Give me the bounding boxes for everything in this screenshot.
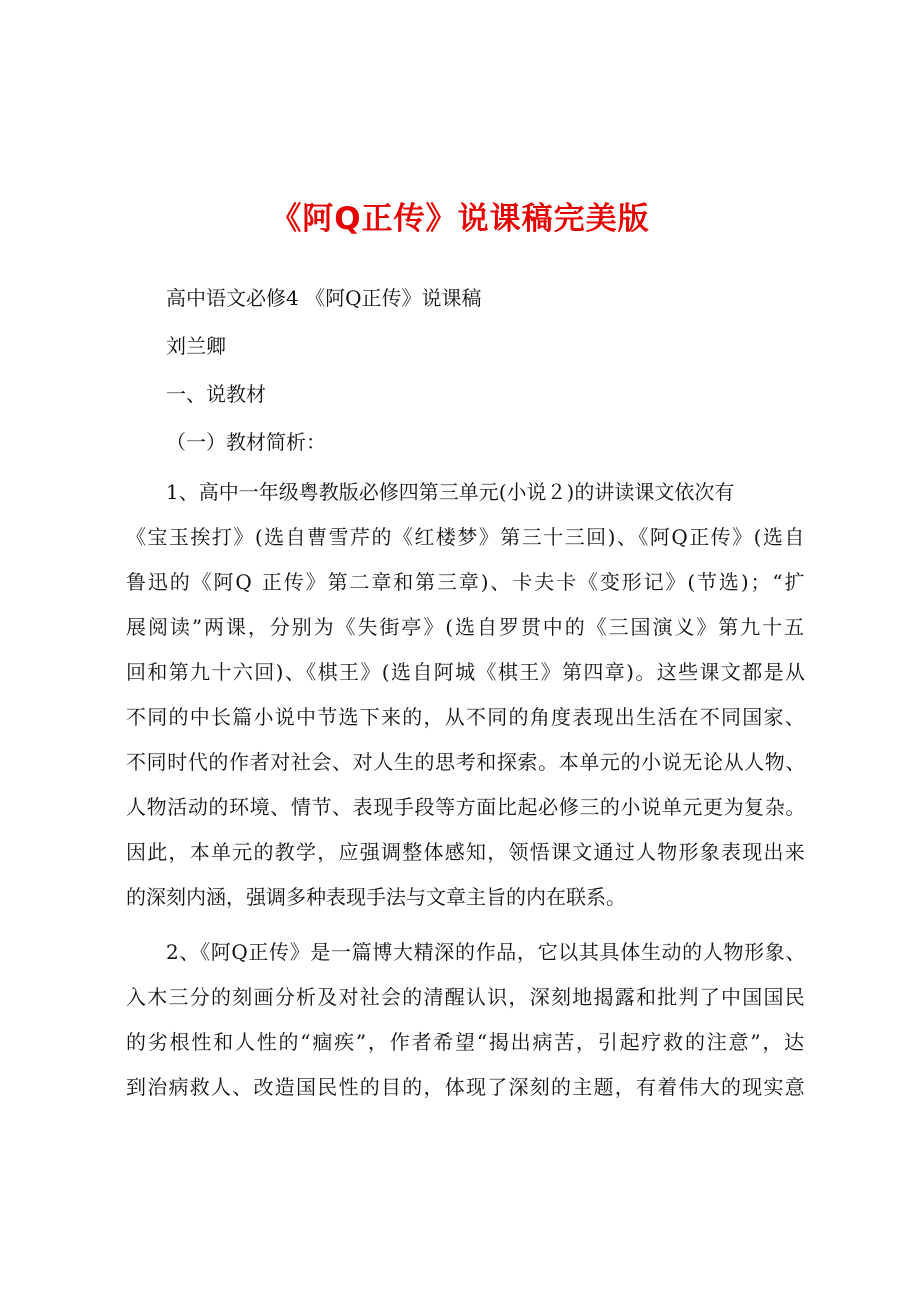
paragraph-1-line: 《宝玉挨打》(选自曹雪芹的《红楼梦》第三十三回)、《阿Q正传》(选自 (126, 525, 806, 549)
paragraph-1-line: 鲁迅的《阿Q 正传》第二章和第三章)、卡夫卡《变形记》(节选)；“扩 (126, 570, 807, 594)
paragraph-1-line: 回和第九十六回)、《棋王》(选自阿城《棋王》第四章)。这些课文都是从 (126, 660, 807, 684)
document-title: 《阿Q正传》说课稿完美版 (270, 201, 650, 237)
author-name: 刘兰卿 (166, 334, 226, 358)
paragraph-1-line: 不同时代的作者对社会、对人生的思考和探索。本单元的小说无论从人物、 (126, 750, 806, 774)
course-subtitle: 高中语文必修4 《阿Q正传》说课稿 (166, 286, 482, 310)
paragraph-1-line: 的深刻内涵，强调多种表现手法与文章主旨的内在联系。 (126, 885, 626, 909)
paragraph-2-line: 2、《阿Q正传》是一篇博大精深的作品，它以其具体生动的人物形象、 (166, 940, 807, 964)
paragraph-1-line: 展阅读”两课，分别为《失街亭》(选自罗贯中的《三国演义》第九十五 (126, 615, 807, 639)
paragraph-2-line: 到治病救人、改造国民性的目的，体现了深刻的主题，有着伟大的现实意 (126, 1075, 806, 1099)
paragraph-1-line: 不同的中长篇小说中节选下来的，从不同的角度表现出生活在不同国家、 (126, 705, 806, 729)
paragraph-2-line: 的劣根性和人性的“痼疾”，作者希望“揭出病苦，引起疗救的注意”，达 (126, 1030, 806, 1054)
paragraph-1-line: 因此，本单元的教学，应强调整体感知，领悟课文通过人物形象表现出来 (126, 840, 806, 864)
paragraph-1-line: 1、高中一年级粤教版必修四第三单元(小说２)的讲读课文依次有 (166, 480, 735, 504)
section-heading: 一、说教材 (166, 382, 266, 406)
paragraph-1-line: 人物活动的环境、情节、表现手段等方面比起必修三的小说单元更为复杂。 (126, 795, 806, 819)
paragraph-2-line: 入木三分的刻画分析及对社会的清醒认识，深刻地揭露和批判了中国国民 (126, 985, 806, 1009)
subsection-heading: （一）教材简析： (166, 430, 326, 454)
